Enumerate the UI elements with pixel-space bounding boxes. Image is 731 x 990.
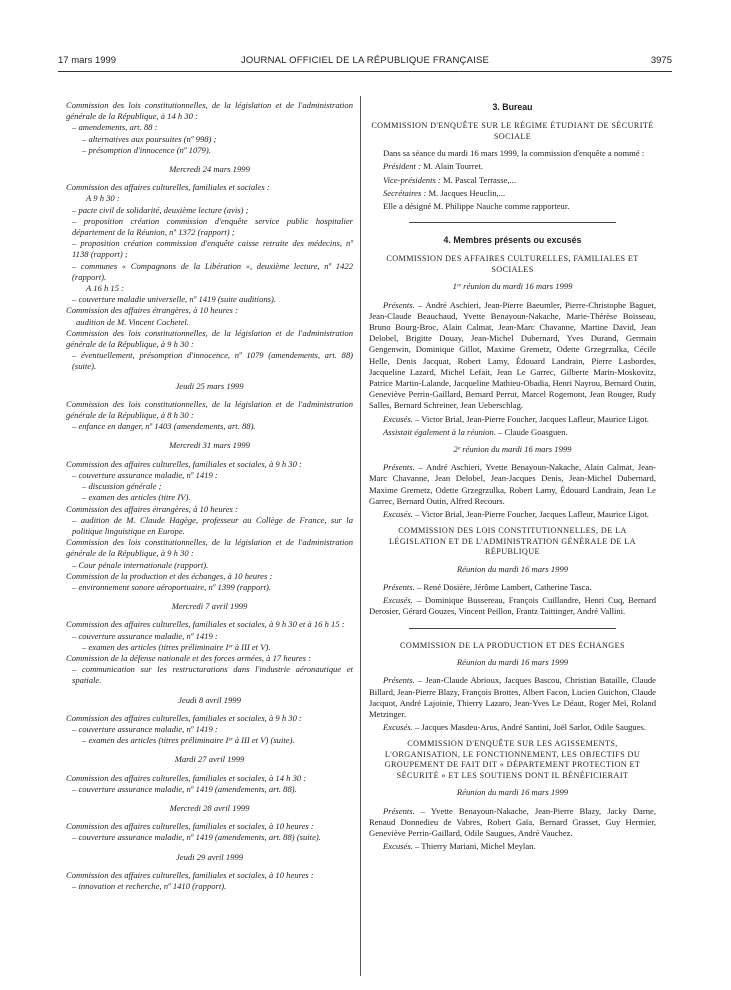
commission-title: COMMISSION DES AFFAIRES CULTURELLES, FAMILIALES ET SOCIALES	[386, 254, 639, 274]
agenda-item: – couverture assurance maladie, nº 1419 :	[72, 630, 218, 641]
agenda-item: – couverture assurance maladie, nº 1419 :	[72, 723, 218, 734]
secretaries-names: M. Jacques Heuclin,...	[428, 187, 506, 198]
running-header	[58, 55, 672, 69]
left-column	[66, 100, 353, 892]
present-label: Présents.	[383, 299, 415, 310]
agenda-item: – couverture maladie universelle, nº 1419 (suite auditions).	[72, 294, 277, 305]
present-list	[369, 582, 656, 593]
bureau-president	[369, 161, 656, 172]
attending-names: – Claude Goasguen.	[498, 426, 568, 437]
president-name: M. Alain Tourret.	[423, 161, 483, 172]
agenda-date: Mardi 27 avril 1999	[174, 754, 245, 765]
session-heading: Réunion du mardi 16 mars 1999	[456, 787, 569, 798]
agenda-item: – pacte civil de solidarité, deuxième lecture (avis) ;	[72, 204, 249, 215]
agenda-commission: Commission des lois constitutionnelles, de la législation et de l'administration générale de la République, à 14 h 30 :	[66, 100, 353, 122]
agenda-subitem: – alternatives aux poursuites (nº 998) ;	[82, 133, 217, 144]
agenda-date: Mercredi 7 avril 1999	[171, 601, 248, 612]
excused-names: – Jacques Masdeu-Arus, André Santini, Joël Sarlot, Odile Saugues.	[414, 722, 647, 733]
agenda-commission: Commission des affaires culturelles, familiales et sociales, à 9 h 30 :	[66, 458, 302, 469]
agenda-subitem: – examen des articles (titres préliminaire Iᵉʳ à III et V) (suite).	[82, 735, 295, 746]
session-heading: Réunion du mardi 16 mars 1999	[456, 563, 569, 574]
excused-names: – Thierry Mariani, Michel Meylan.	[414, 841, 536, 852]
section-heading-bureau: 3. Bureau	[492, 102, 533, 112]
agenda-subitem: – présomption d'innocence (nº 1079).	[82, 144, 211, 155]
agenda-commission: Commission de la défense nationale et des forces armées, à 17 heures :	[66, 652, 311, 663]
agenda-date: Jeudi 25 mars 1999	[175, 380, 244, 391]
excused-label: Excusés.	[383, 413, 413, 424]
header-rule	[58, 71, 672, 72]
agenda-item: – Cour pénale internationale (rapport).	[72, 559, 209, 570]
agenda-date: Jeudi 8 avril 1999	[178, 694, 241, 705]
agenda-date: Mercredi 31 mars 1999	[169, 440, 250, 451]
agenda-item: – proposition création commission d'enquête service public hospitalier département de la Réunion, nº 1372 (rapport) ;	[72, 215, 353, 238]
agenda-commission: Commission des lois constitutionnelles, de la législation et de l'administration générale de la République, à 9 h 30 :	[66, 537, 353, 559]
bureau-rapporteur: Elle a désigné M. Philippe Nauche comme rapporteur.	[383, 201, 570, 212]
session-heading: 2ᵉ réunion du mardi 16 mars 1999	[453, 444, 572, 455]
excused-label: Excusés.	[383, 595, 413, 606]
excused-names: – Victor Brial, Jean-Pierre Foucher, Jacques Lafleur, Maurice Ligot.	[414, 509, 649, 520]
agenda-commission: Commission des affaires culturelles, familiales et sociales, à 9 h 30 et à 16 h 15 :	[66, 619, 345, 630]
agenda-item: – éventuellement, présomption d'innocence, nº 1079 (amendements, art. 88) (suite).	[72, 350, 353, 372]
page-number: 3975	[650, 55, 672, 66]
section-rule	[409, 628, 616, 629]
present-names: – René Dosière, Jérôme Lambert, Catherine Tasca.	[416, 581, 592, 592]
agenda-commission: Commission des affaires étrangères, à 10 heures :	[66, 305, 238, 316]
agenda-commission: Commission des affaires culturelles, familiales et sociales :	[66, 182, 270, 193]
vp-names: M. Pascal Terrasse,...	[442, 174, 516, 185]
agenda-date: Mercredi 28 avril 1999	[169, 802, 250, 813]
agenda-subitem: – examen des articles (titres préliminaire Iᵉʳ à III et V).	[82, 641, 271, 652]
present-names: – André Aschieri, Yvette Benayoun-Nakache, Alain Calmat, Jean-Marc Chavanne, Jean Delobel, Jean-Jacques Denis, Jean-Michel Dubernard, Maxime Gremetz, Odette Grzegrzulka, Robert Lamy, Édouard Landrain, Jean Le Garrec, Bernard Outin, Alfred Recours.	[369, 462, 656, 506]
present-list	[369, 462, 656, 507]
excused-label: Excusés.	[383, 722, 413, 733]
vp-label: Vice-présidents :	[383, 174, 441, 185]
bureau-vice-presidents	[369, 175, 656, 186]
present-names: – Jean-Claude Abrioux, Jacques Bascou, Christian Bataille, Claude Billard, Jean-Pierre Blazy, François Brottes, Albert Facon, Lucien Guichon, Claude Jacquot, André Lajoinie, Thierry Lazaro, Jean-Yves Le Déaut, Roger Meï, Roland Metzinger.	[369, 675, 656, 719]
agenda-item: – proposition création commission d'enquête caisse retraite des médecins, nº 1138 (rapport) ;	[72, 238, 353, 260]
excused-names: – Victor Brial, Jean-Pierre Foucher, Jacques Lafleur, Maurice Ligot.	[414, 413, 649, 424]
section-rule	[409, 222, 616, 223]
agenda-item: – audition de M. Claude Hagège, professeur au Collège de France, sur la politique linguistique en Europe.	[72, 514, 353, 536]
header-title: JOURNAL OFFICIEL DE LA RÉPUBLIQUE FRANÇAISE	[240, 55, 490, 66]
excused-label: Excusés.	[383, 509, 413, 520]
bureau-secretaries	[369, 188, 656, 199]
commission-title: COMMISSION D'ENQUÊTE SUR LE RÉGIME ÉTUDIANT DE SÉCURITÉ SOCIALE	[371, 121, 654, 141]
agenda-commission: Commission des affaires culturelles, familiales et sociales, à 10 heures :	[66, 821, 314, 832]
attending-label: Assistait également à la réunion.	[383, 426, 496, 437]
agenda-item: – communication sur les restructurations dans l'industrie aéronautique et spatiale.	[72, 664, 353, 686]
present-list	[369, 675, 656, 720]
present-names: – Yvette Benayoun-Nakache, Jean-Pierre Blazy, Jacky Darne, Renaud Donnedieu de Vabres, Robert Gaïa, Bernard Grasset, Guy Hermier, Geneviève Perrin-Gaillard, Odile Saugues, André Vauchez.	[369, 805, 656, 838]
excused-list	[369, 595, 656, 617]
agenda-item: – communes « Compagnons de la Libération », deuxième lecture, nº 1422 (rapport).	[72, 260, 353, 282]
commission-title: COMMISSION D'ENQUÊTE SUR LES AGISSEMENTS, L'ORGANISATION, LE FONCTIONNEMENT, LES OBJECTIFS DU GROUPEMENT DE FAIT DIT « DÉPARTEMENT PROTECTION ET SÉCURITÉ » ET LES SOUTIENS DONT IL BÉNÉFICIERAIT	[384, 739, 641, 780]
attending-also	[369, 427, 656, 438]
excused-list	[369, 414, 656, 425]
agenda-item: – innovation et recherche, nº 1410 (rapport).	[72, 880, 227, 891]
agenda-commission: Commission de la production et des échanges, à 10 heures :	[66, 570, 273, 581]
present-names: – André Aschieri, Jean-Pierre Baeumler, Pierre-Christophe Baguet, Jean-Claude Beauchaud, Yvette Benayoun-Nakache, Marie-Thérèse Boisseau, Bruno Bourg-Broc, Alain Calmat, Jean-Marc Chavanne, Martine David, Jean Delobel, Brigitte Douay, Jean-Michel Dubernard, Yves Durand, Germain Gengenwin, Dominique Gillot, Maxime Gremetz, Odette Grzegrzulka, Cécile Helle, Denis Jacquat, Robert Lamy, Édouard Landrain, Pierre Lasbordes, Jacqueline Lazard, Michel Lefait, Jean Le Garrec, Gilberte Marin-Moskovitz, Patrice Martin-Lalande, Jacqueline Mathieu-Obadia, Henri Nayrou, Bernard Outin, Geneviève Perrin-Gaillard, Bernard Perrut, Marcel Rogemont, Jean Rouger, Rudy Salles, Bernard Schreiner, Jean Ueberschlag.	[369, 299, 656, 411]
agenda-time: A 9 h 30 :	[86, 193, 120, 204]
section-heading-members: 4. Membres présents ou excusés	[443, 235, 582, 246]
present-list	[369, 806, 656, 840]
agenda-commission: Commission des lois constitutionnelles, de la législation et de l'administration générale de la République, à 8 h 30 :	[66, 398, 353, 421]
excused-list	[369, 722, 656, 733]
present-label: Présents.	[383, 462, 415, 473]
agenda-time: A 16 h 15 :	[86, 283, 125, 294]
excused-list	[369, 841, 656, 852]
agenda-item: – amendements, art. 88 :	[72, 122, 158, 133]
header-date: 17 mars 1999	[58, 55, 117, 66]
agenda-item: audition de M. Vincent Cochetel.	[76, 316, 189, 327]
session-heading: Réunion du mardi 16 mars 1999	[456, 657, 569, 668]
right-column	[369, 100, 656, 854]
secretaries-label: Secrétaires :	[383, 187, 427, 198]
session-heading: 1ʳᵉ réunion du mardi 16 mars 1999	[452, 281, 573, 292]
excused-list	[369, 509, 656, 520]
agenda-subitem: – discussion générale ;	[82, 481, 162, 492]
present-label: Présents.	[383, 805, 415, 816]
commission-title: COMMISSION DE LA PRODUCTION ET DES ÉCHANGES	[400, 640, 625, 650]
present-list	[369, 300, 656, 412]
agenda-item: – couverture assurance maladie, nº 1419 :	[72, 469, 218, 480]
agenda-date: Mercredi 24 mars 1999	[169, 164, 250, 175]
agenda-item: – couverture assurance maladie, nº 1419 (amendements, art. 88) (suite).	[72, 832, 321, 843]
commission-title: COMMISSION DES LOIS CONSTITUTIONNELLES, DE LA LÉGISLATION ET DE L'ADMINISTRATION GÉNÉRALE DE LA RÉPUBLIQUE	[389, 526, 636, 557]
present-label: Présents.	[383, 675, 415, 686]
agenda-subitem: – examen des articles (titre IV).	[82, 492, 191, 503]
agenda-date: Jeudi 29 avril 1999	[175, 851, 244, 862]
agenda-commission: Commission des affaires culturelles, familiales et sociales, à 14 h 30 :	[66, 772, 307, 783]
agenda-commission: Commission des affaires culturelles, familiales et sociales, à 10 heures :	[66, 869, 314, 880]
agenda-item: – environnement sonore aéroportuaire, nº 1399 (rapport).	[72, 581, 272, 592]
bureau-intro: Dans sa séance du mardi 16 mars 1999, la commission d'enquête a nommé :	[383, 148, 645, 159]
agenda-commission: Commission des affaires étrangères, à 10 heures :	[66, 503, 238, 514]
excused-label: Excusés.	[383, 841, 413, 852]
agenda-commission: Commission des lois constitutionnelles, de la législation et de l'administration générale de la République, à 9 h 30 :	[66, 327, 353, 350]
agenda-commission: Commission des affaires culturelles, familiales et sociales, à 9 h 30 :	[66, 712, 302, 723]
president-label: Président :	[383, 161, 421, 172]
present-label: Présents.	[383, 581, 415, 592]
column-separator	[360, 96, 361, 976]
agenda-item: – enfance en danger, nº 1403 (amendements, art. 88).	[72, 421, 256, 432]
agenda-item: – couverture assurance maladie, nº 1419 (amendements, art. 88).	[72, 783, 297, 794]
excused-names: – Dominique Bussereau, François Cuillandre, Henri Cuq, Bernard Derosier, Gérard Gouzes, Vincent Peillon, Frantz Taittinger, André Vallini.	[369, 595, 656, 617]
